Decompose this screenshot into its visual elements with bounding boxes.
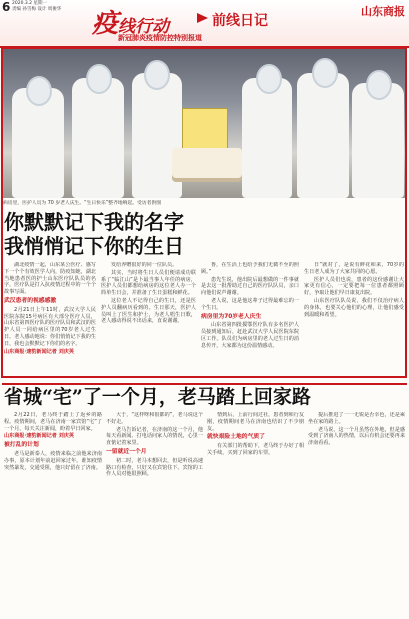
person-head	[312, 58, 338, 88]
article1-headline	[4, 210, 184, 258]
issue-date: 2020.3.2 星期一	[12, 1, 47, 6]
section-title-big: 疫	[92, 9, 119, 39]
person-head	[86, 64, 112, 94]
editor-credit: 责编 孙雪梅 设计 周俊华	[12, 6, 62, 12]
page-number: 6	[2, 0, 11, 14]
section-label: 前线日记	[212, 13, 268, 29]
newspaper-name: 山东商报	[361, 5, 405, 18]
paragraph: 老马是新泰人，疫情来临之前他来济南办事，原本计划年前赶回家过年。谁知疫情突然暴发，交通受阻，他只好留在了济南。	[4, 450, 102, 471]
article1-subhead-2: 病房里为70岁老人庆生	[201, 313, 262, 320]
person-head	[26, 76, 52, 106]
page-meta	[12, 1, 61, 12]
birthday-sign	[182, 108, 228, 150]
person-head	[256, 64, 282, 94]
photo-caption: 病房里，医护人员为 70 岁老人庆生。“生日快乐”整齐地响起。受访者供图	[3, 201, 162, 206]
person-figure	[352, 83, 404, 198]
paragraph: 提后推进了一一无锐是否幸色，还是乘坐在家的路上。	[308, 412, 405, 425]
person-figure	[297, 73, 349, 198]
article1-column-4	[304, 262, 404, 374]
page-header	[0, 0, 409, 48]
paragraph: 2月22日，老马终于踏上了返乡的路程。疫情期间，老马在济南一家宾馆“宅”了一个月，每天关注新闻，盼着早日回家。	[4, 412, 102, 432]
article2-subhead-3: 就快艰险土地的气质了	[207, 434, 265, 441]
paragraph: 患先生说，他出院后最想做的一件事就是去这一批帮助过自己的医疗队队员，亲口向他们说声谢谢。	[201, 276, 299, 297]
arrow-icon	[197, 13, 208, 23]
paragraph: 其实，当时将生日人员们便请成功联系了“临江山”是卜最当事人年任的病房，医护人员们都想给病房的这位老人办一个简单生日会，并准备了生日蛋糕和鲜花。	[101, 269, 196, 297]
paragraph: 湖北疫情一起，山东某公医疗、感写下一个个有效医学人向，防疫知她，湖北当地患者医的护士山东医疗队队员的名字，医疗队是打入抗疫情过程中的一个个故事写面。	[4, 262, 96, 296]
article2-column-1	[4, 412, 102, 617]
paragraph: 大于，“这样呀和很都的”，老马说这个不好走。	[106, 412, 203, 425]
article2-subhead-2: 一留就近一个月	[106, 448, 147, 455]
birthday-cake	[172, 148, 242, 178]
person-figure	[132, 73, 182, 198]
paragraph: 老马说，这一个月虽然在外地，但是感受到了济南人的热情，以后有机会还要再来济南看看。	[308, 426, 405, 447]
article2-author: 山东商报·速豹新闻记者 刘庆英	[4, 433, 74, 440]
paragraph: 发给养赠很好的同一位队员。	[111, 262, 178, 268]
section-title-rest: 线行动	[118, 17, 170, 37]
paragraph: 山东医疗队队员说，我们不仅治疗病人的身体，也要关心他们的心理，让他们感受到温暖和希望。	[304, 297, 404, 318]
person-figure	[242, 78, 292, 198]
paragraph: 鲁，在生活上也给予我们无微不至的照顾。”	[201, 262, 299, 275]
news-photo	[2, 48, 407, 198]
article2-column-4	[308, 412, 405, 617]
section-divider	[2, 383, 407, 385]
paragraph: 老马告诉记者，在济南的这一个月，他每天看新闻、打电话问家人的情况，心里一直惦记着家里。	[106, 426, 203, 447]
article1-headline-line2: 我悄悄记下你的生日	[4, 234, 184, 258]
paragraph: 医护人员们也说，患者的这份感谢让大家更有信心，一定要把每一位患者都照顾好，争取让他们早日康复出院。	[304, 276, 404, 297]
person-figure	[72, 78, 124, 198]
article1-column-3	[201, 262, 299, 374]
article1-headline-line1: 你默默记下我的名字	[4, 210, 184, 234]
paragraph: 2月21日上午11时，武汉大学人民医院东院15号病区有大部分医疗人员，山东省第四医疗队的医疗队员和武汉的医护人员一同给病区里的70岁老人过生日。老人感动地说：你们悄悄记下我的生日，我也会默默记下你们的名字。	[4, 306, 96, 347]
paragraph: 老人说，这是他这辈子过得最难忘的一个生日。	[201, 297, 299, 311]
paragraph: 这位老人不记得自己的生日，还是医护人员翻病历看到的。生日那天，医护人员叫上了医生和护士，为老人唱生日歌，老人感动得说不出话来，直说谢谢。	[101, 297, 196, 325]
article2-headline: 省城“宅”了一个月，老马踏上回家路	[4, 386, 311, 408]
paragraph: 情到后，上前行间过社，患者到和行友刚，疫情期间老马在济南也结识了不少朋友。	[207, 412, 304, 432]
paragraph: 山东省第四批援鄂医疗队有多名医护人员接到通知后，赶赴武汉大学人民医院东院区工作。队员们为病房里的老人过生日的消息传开，大家都为这份温情感动。	[201, 322, 299, 349]
paragraph: 日”就对了，是说有鲜花和来，70岁的生日老人成为了大家共同的心愿。	[304, 262, 404, 275]
article1-column-1	[4, 262, 96, 374]
paragraph: 初二时，老马本想回去，但是听说高速路口有检查，只好又在宾馆住下。宾馆的工作人员对他很照顾。	[106, 457, 203, 478]
article1-column-2	[101, 262, 196, 374]
article2-column-3	[207, 412, 304, 617]
person-head	[366, 70, 392, 100]
section-subtitle: 新冠肺炎疫情防控特别报道	[118, 34, 202, 42]
paragraph: 有关部门的帮助下，老马终于办好了相关手续，买到了回家的车票。	[207, 443, 304, 456]
article2-column-2	[106, 412, 203, 617]
person-head	[144, 60, 170, 90]
article1-author: 山东商报·速豹新闻记者 刘庆英	[4, 348, 74, 355]
article1-subhead-1: 武汉患者的视感感激	[4, 297, 57, 304]
article2-subhead-1: 被打乱的计划	[4, 442, 39, 449]
